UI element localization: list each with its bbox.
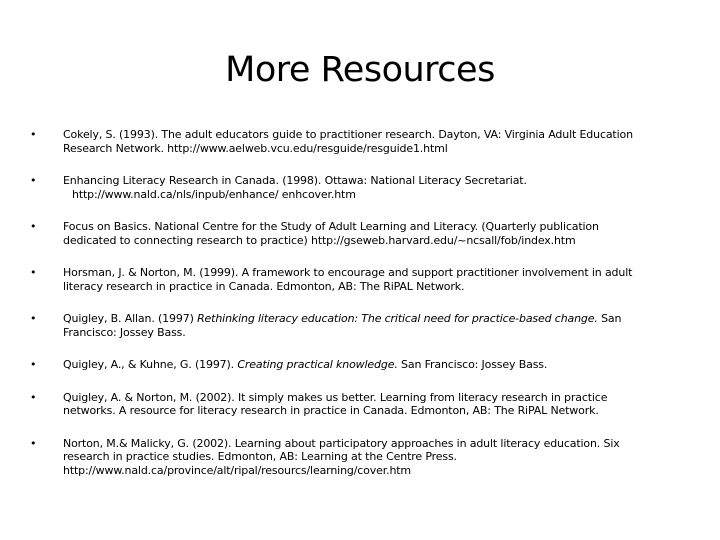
reference-text-link[interactable]: dedicated to connecting research to practice) http://gseweb.harvard.edu/~ncsall/fob/index.htm bbox=[63, 233, 576, 247]
reference-text: Horsman, J. & Norton, M. (1999). A framework to encourage and support practitioner involvement in adult bbox=[63, 266, 633, 279]
reference-text: Focus on Basics. National Centre for the Study of Adult Learning and Literacy. (Quarterly publication bbox=[63, 220, 599, 233]
reference-item-focus-on-basics bbox=[30, 220, 700, 247]
reference-item-cokely bbox=[30, 128, 700, 155]
reference-text: Cokely, S. (1993). The adult educators guide to practitioner research. Dayton, VA: Virginia Adult Education bbox=[63, 128, 633, 141]
reference-text: networks. A resource for literacy research in practice in Canada. Edmonton, AB: The RiPAL Network. bbox=[63, 404, 599, 417]
reference-item-quigley-1997 bbox=[30, 312, 700, 339]
bullet-icon: • bbox=[30, 174, 37, 187]
bullet-icon: • bbox=[30, 390, 37, 404]
bullet-icon: • bbox=[30, 436, 37, 450]
reference-link[interactable]: http://www.nald.ca/province/alt/ripal/resourcs/learning/cover.htm bbox=[63, 463, 411, 477]
reference-text: Quigley, A., & Kuhne, G. (1997). bbox=[63, 358, 238, 371]
reference-link[interactable]: http://www.nald.ca/nls/inpub/enhance/ enhcover.htm bbox=[72, 187, 356, 201]
reference-title-italic: Creating practical knowledge. bbox=[237, 358, 398, 371]
bullet-icon: • bbox=[30, 128, 37, 141]
reference-text: Enhancing Literacy Research in Canada. (1998). Ottawa: National Literacy Secretariat. bbox=[63, 174, 527, 187]
reference-item-horsman-norton bbox=[30, 266, 700, 293]
reference-text: literacy research in practice in Canada. Edmonton, AB: The RiPAL Network. bbox=[63, 279, 465, 293]
reference-item-quigley-norton bbox=[30, 391, 700, 418]
bullet-icon: • bbox=[30, 220, 37, 233]
reference-text: San bbox=[597, 312, 622, 325]
reference-title-italic: Rethinking literacy education: The critical need for practice-based change. bbox=[197, 312, 598, 325]
reference-item-enhancing-literacy bbox=[30, 174, 700, 201]
reference-link[interactable]: Research Network. http://www.aelweb.vcu.edu/resguide/resguide1.html bbox=[63, 141, 448, 155]
bullet-icon: • bbox=[30, 266, 37, 279]
bullet-icon: • bbox=[30, 358, 37, 371]
reference-text: Francisco: Jossey Bass. bbox=[63, 325, 186, 339]
reference-text: San Francisco: Jossey Bass. bbox=[397, 358, 548, 371]
reference-item-quigley-kuhne bbox=[30, 358, 700, 372]
reference-text: Norton, M.& Malicky, G. (2002). Learning about participatory approaches in adult literacy education. Six bbox=[63, 436, 620, 450]
reference-text: Quigley, B. Allan. (1997) bbox=[63, 312, 198, 325]
reference-item-norton-malicky bbox=[30, 437, 700, 478]
bullet-icon: • bbox=[30, 312, 37, 325]
slide-title: More Resources bbox=[225, 50, 495, 90]
reference-text: Quigley, A. & Norton, M. (2002). It simply makes us better. Learning from literacy research in practice bbox=[63, 390, 608, 404]
reference-text: research in practice studies. Edmonton, AB: Learning at the Centre Press. bbox=[63, 450, 457, 463]
reference-list bbox=[30, 128, 700, 496]
